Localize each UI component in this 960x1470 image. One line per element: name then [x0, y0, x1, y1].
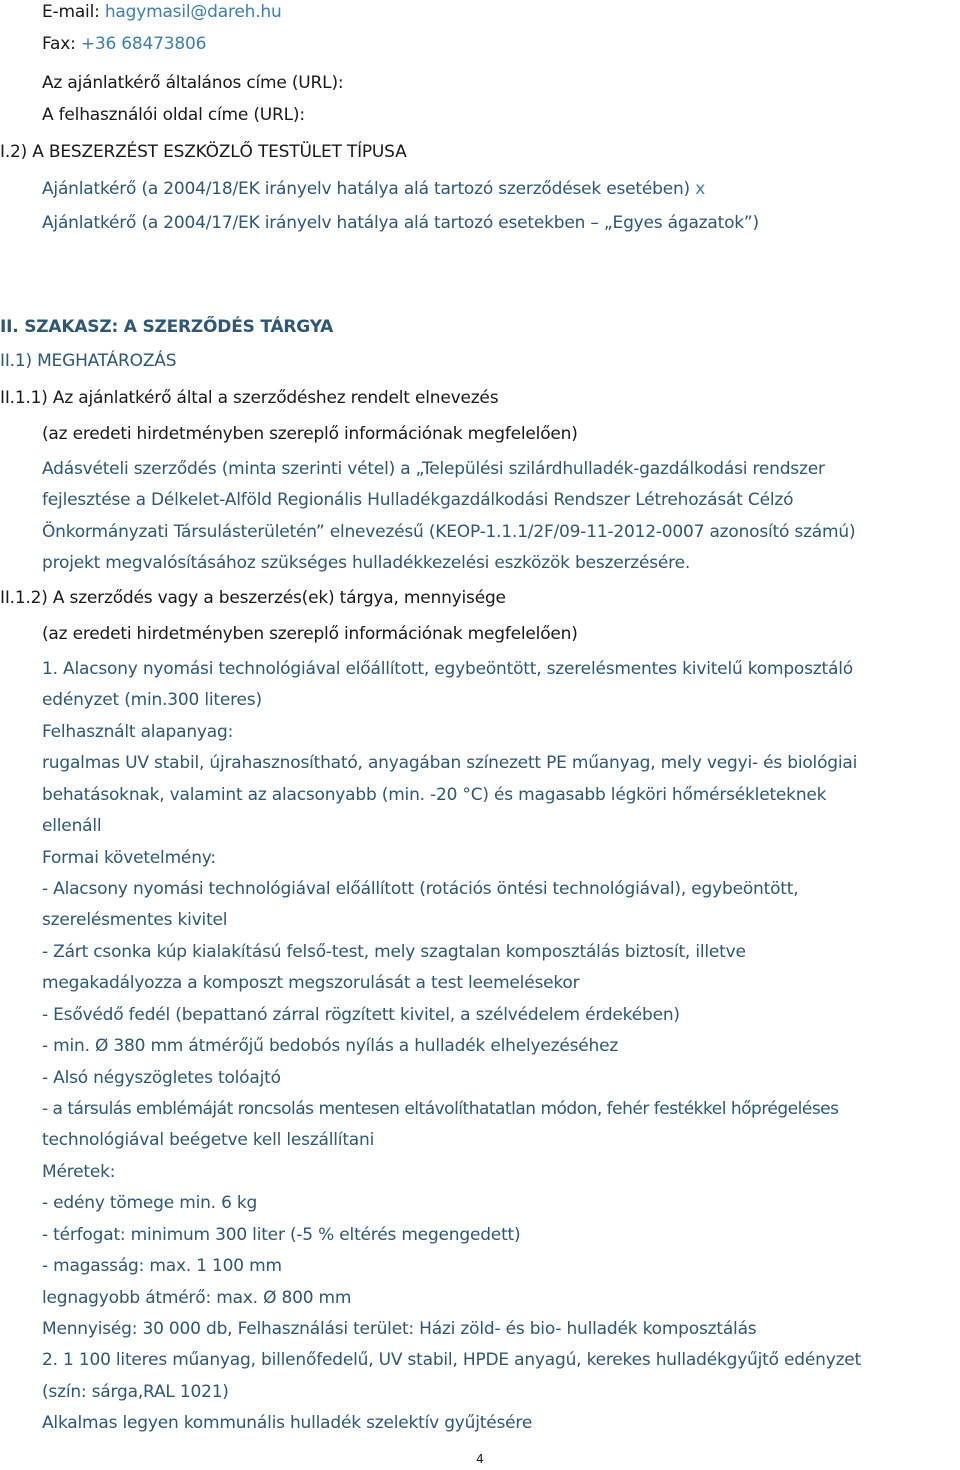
item2-text-line: 1. Alacsony nyomási technológiával előállított, egybeöntött, szerelésmentes kivitelű komposztáló: [42, 659, 853, 679]
item1-text-line: fejlesztése a Délkelet-Alföld Regionális Hulladékgazdálkodási Rendszer Létrehozását Célzó: [42, 490, 794, 510]
section-i2-heading: I.2) A BESZERZÉST ESZKÖZLŐ TESTÜLET TÍPUSA: [0, 142, 407, 162]
page-number: 4: [476, 1452, 484, 1466]
item2-text-line: - Alsó négyszögletes tolóajtó: [42, 1068, 281, 1088]
item2-text-line: Felhasznált alapanyag:: [42, 722, 234, 742]
item2-text-line: Alkalmas legyen kommunális hulladék szelektív gyűjtésére: [42, 1413, 533, 1433]
url-buyer: A felhasználói oldal címe (URL):: [42, 105, 305, 125]
item2-text-line: edényzet (min.300 literes): [42, 690, 262, 710]
item2-text-line: Formai követelmény:: [42, 848, 216, 868]
section-i2-option1: [42, 178, 705, 200]
item2-text-line: - magasság: max. 1 100 mm: [42, 1256, 282, 1276]
email-line: [42, 1, 282, 23]
item1-text-line: Önkormányzati Társulásterületén” elnevezésű (KEOP-1.1.1/2F/09-11-2012-0007 azonosító számú): [42, 522, 856, 542]
item2-text-line: szerelésmentes kivitel: [42, 910, 228, 930]
item2-text-line: Mennyiség: 30 000 db, Felhasználási terület: Házi zöld- és bio- hulladék komposztálás: [42, 1319, 757, 1339]
item2-text-line: behatásoknak, valamint az alacsonyabb (min. -20 °C) és magasabb légköri hőmérsékleteknek: [42, 785, 827, 805]
email-link[interactable]: hagymasil@dareh.hu: [104, 2, 282, 22]
fax-value: +36 68473806: [80, 34, 207, 54]
item2-text-line: - Alacsony nyomási technológiával előállított (rotációs öntési technológiával), egybeöntött,: [42, 879, 799, 899]
email-label: E-mail:: [42, 2, 105, 22]
item2-text-line: Méretek:: [42, 1162, 116, 1182]
item2-text-line: - Zárt csonka kúp kialakítású felső-test, mely szagtalan komposztálás biztosít, illetve: [42, 942, 746, 962]
item2-text-line: - térfogat: minimum 300 liter (-5 % eltérés megengedett): [42, 1225, 521, 1245]
item2-text-line: technológiával beégetve kell leszállítani: [42, 1130, 375, 1150]
item2-text-line: - a társulás emblémáját roncsolás mentesen eltávolíthatatlan módon, fehér festékkel hőprégeléses: [42, 1099, 839, 1119]
option1-mark: x: [695, 179, 706, 199]
item2-text-line: - edény tömege min. 6 kg: [42, 1193, 258, 1213]
fax-line: [42, 33, 206, 55]
item2-text-line: - Esővédő fedél (bepattanó zárral rögzített kivitel, a szélvédelem érdekében): [42, 1005, 680, 1025]
item2-text-line: rugalmas UV stabil, újrahasznosítható, anyagában színezett PE műanyag, mely vegyi- és biológiai: [42, 753, 858, 773]
url-general: Az ajánlatkérő általános címe (URL):: [42, 73, 344, 93]
item2-text-line: 2. 1 100 literes műanyag, billenőfedelű, UV stabil, HPDE anyagú, kerekes hulladékgyűjtő edényzet: [42, 1350, 862, 1370]
item1-title: II.1.1) Az ajánlatkérő által a szerződéshez rendelt elnevezés: [0, 388, 499, 408]
fax-label: Fax:: [42, 34, 81, 54]
item2-text-line: megakadályozza a komposzt megszorulását a test leemelésekor: [42, 973, 580, 993]
item1-text-line: Adásvételi szerződés (minta szerinti vétel) a „Települési szilárdhulladék-gazdálkodási rendszer: [42, 459, 825, 479]
item2-text-line: legnagyobb átmérő: max. Ø 800 mm: [42, 1288, 352, 1308]
item1-note: (az eredeti hirdetményben szereplő információnak megfelelően): [42, 424, 578, 444]
item2-text-line: (szín: sárga,RAL 1021): [42, 1382, 229, 1402]
section-ii1-heading: II.1) MEGHATÁROZÁS: [0, 351, 177, 371]
section-i2-option2: Ajánlatkérő (a 2004/17/EK irányelv hatálya alá tartozó esetekben – „Egyes ágazatok”): [42, 213, 759, 233]
item2-text-line: - min. Ø 380 mm átmérőjű bedobós nyílás a hulladék elhelyezéséhez: [42, 1036, 619, 1056]
option1-text: Ajánlatkérő (a 2004/18/EK irányelv hatálya alá tartozó szerződések esetében): [42, 179, 696, 199]
item1-text-line: projekt megvalósításához szükséges hulladékkezelési eszközök beszerzésére.: [42, 553, 691, 573]
section-ii-heading: II. SZAKASZ: A SZERZŐDÉS TÁRGYA: [0, 317, 334, 337]
item2-note: (az eredeti hirdetményben szereplő információnak megfelelően): [42, 624, 578, 644]
item2-title: II.1.2) A szerződés vagy a beszerzés(ek) tárgya, mennyisége: [0, 588, 506, 608]
item2-text-line: ellenáll: [42, 816, 102, 836]
